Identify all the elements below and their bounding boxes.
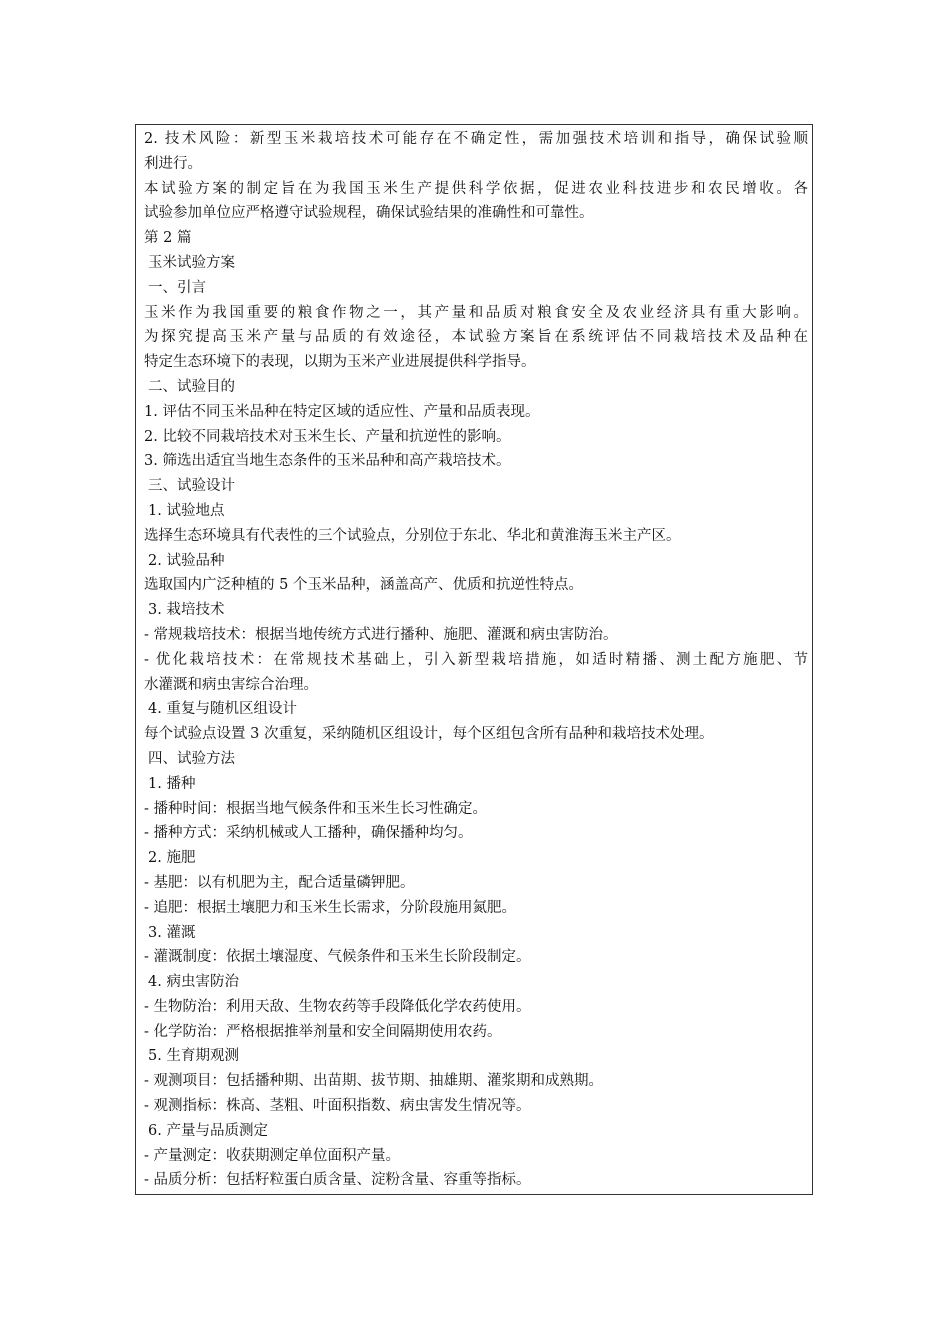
text-line: 第 2 篇 [144, 230, 192, 247]
text-line: - 常规栽培技术：根据当地传统方式进行播种、施肥、灌溉和病虫害防治。 [144, 626, 618, 643]
text-line: 3. 筛选出适宜当地生态条件的玉米品种和高产栽培技术。 [144, 453, 511, 470]
text-line: - 产量测定：收获期测定单位面积产量。 [144, 1147, 401, 1164]
text-line: - 观测项目：包括播种期、出苗期、拔节期、抽雄期、灌浆期和成熟期。 [144, 1073, 604, 1090]
text-line: - 播种方式：采纳机械或人工播种，确保播种均匀。 [144, 825, 473, 842]
text-line: 选择生态环境具有代表性的三个试验点，分别位于东北、华北和黄淮海玉米主产区。 [144, 527, 681, 544]
text-line: 试验参加单位应严格遵守试验规程，确保试验结果的准确性和可靠性。 [144, 205, 594, 222]
text-line: 5. 生育期观测 [148, 1048, 239, 1065]
text-line: - 化学防治：严格根据推举剂量和安全间隔期使用农药。 [144, 1023, 502, 1040]
text-line: 为探究提高玉米产量与品质的有效途径，本试验方案旨在系统评估不同栽培技术及品种在 [144, 329, 808, 346]
text-line: 1. 试验地点 [148, 502, 225, 519]
text-line: - 追肥：根据土壤肥力和玉米生长需求，分阶段施用氮肥。 [144, 899, 517, 916]
text-line: 一、引言 [148, 279, 206, 296]
text-line: 3. 灌溉 [148, 924, 196, 941]
text-line: 利进行。 [144, 155, 202, 172]
text-line: 1. 评估不同玉米品种在特定区域的适应性、产量和品质表现。 [144, 403, 540, 420]
text-line: 3. 栽培技术 [148, 602, 225, 619]
text-line: - 观测指标：株高、茎粗、叶面积指数、病虫害发生情况等。 [144, 1098, 531, 1115]
text-line: - 优化栽培技术：在常规技术基础上，引入新型栽培措施，如适时精播、测土配方施肥、节 [144, 651, 808, 668]
document-body [144, 127, 808, 1193]
text-line: 1. 播种 [148, 775, 196, 792]
text-line: 2. 技术风险：新型玉米栽培技术可能存在不确定性，需加强技术培训和指导，确保试验顺 [144, 131, 808, 147]
text-line: 每个试验点设置 3 次重复，采纳随机区组设计，每个区组包含所有品种和栽培技术处理。 [144, 726, 714, 743]
text-line: - 品质分析：包括籽粒蛋白质含量、淀粉含量、容重等指标。 [144, 1172, 531, 1189]
text-line: 2. 试验品种 [148, 552, 225, 569]
text-line: 特定生态环境下的表现，以期为玉米产业进展提供科学指导。 [144, 354, 536, 371]
text-line: 2. 比较不同栽培技术对玉米生长、产量和抗逆性的影响。 [144, 428, 511, 445]
text-line: 二、试验目的 [148, 378, 235, 395]
text-line: 6. 产量与品质测定 [148, 1122, 268, 1139]
text-line: 玉米试验方案 [148, 254, 235, 271]
text-line: 玉米作为我国重要的粮食作物之一，其产量和品质对粮食安全及农业经济具有重大影响。 [144, 304, 808, 321]
text-line: - 基肥：以有机肥为主，配合适量磷钾肥。 [144, 874, 415, 891]
text-line: 四、试验方法 [148, 750, 235, 767]
text-line: - 播种时间：根据当地气候条件和玉米生长习性确定。 [144, 800, 488, 817]
text-line: - 生物防治：利用天敌、生物农药等手段降低化学农药使用。 [144, 998, 531, 1015]
text-line: - 灌溉制度：依据土壤湿度、气候条件和玉米生长阶段制定。 [144, 949, 531, 966]
text-line: 本试验方案的制定旨在为我国玉米生产提供科学依据，促进农业科技进步和农民增收。各 [144, 180, 808, 197]
text-line: 三、试验设计 [148, 478, 235, 495]
text-line: 水灌溉和病虫害综合治理。 [144, 676, 318, 693]
text-line: 2. 施肥 [148, 850, 196, 867]
text-line: 选取国内广泛种植的 5 个玉米品种，涵盖高产、优质和抗逆性特点。 [144, 577, 583, 594]
text-line: 4. 病虫害防治 [148, 974, 239, 991]
text-line: 4. 重复与随机区组设计 [148, 701, 297, 718]
